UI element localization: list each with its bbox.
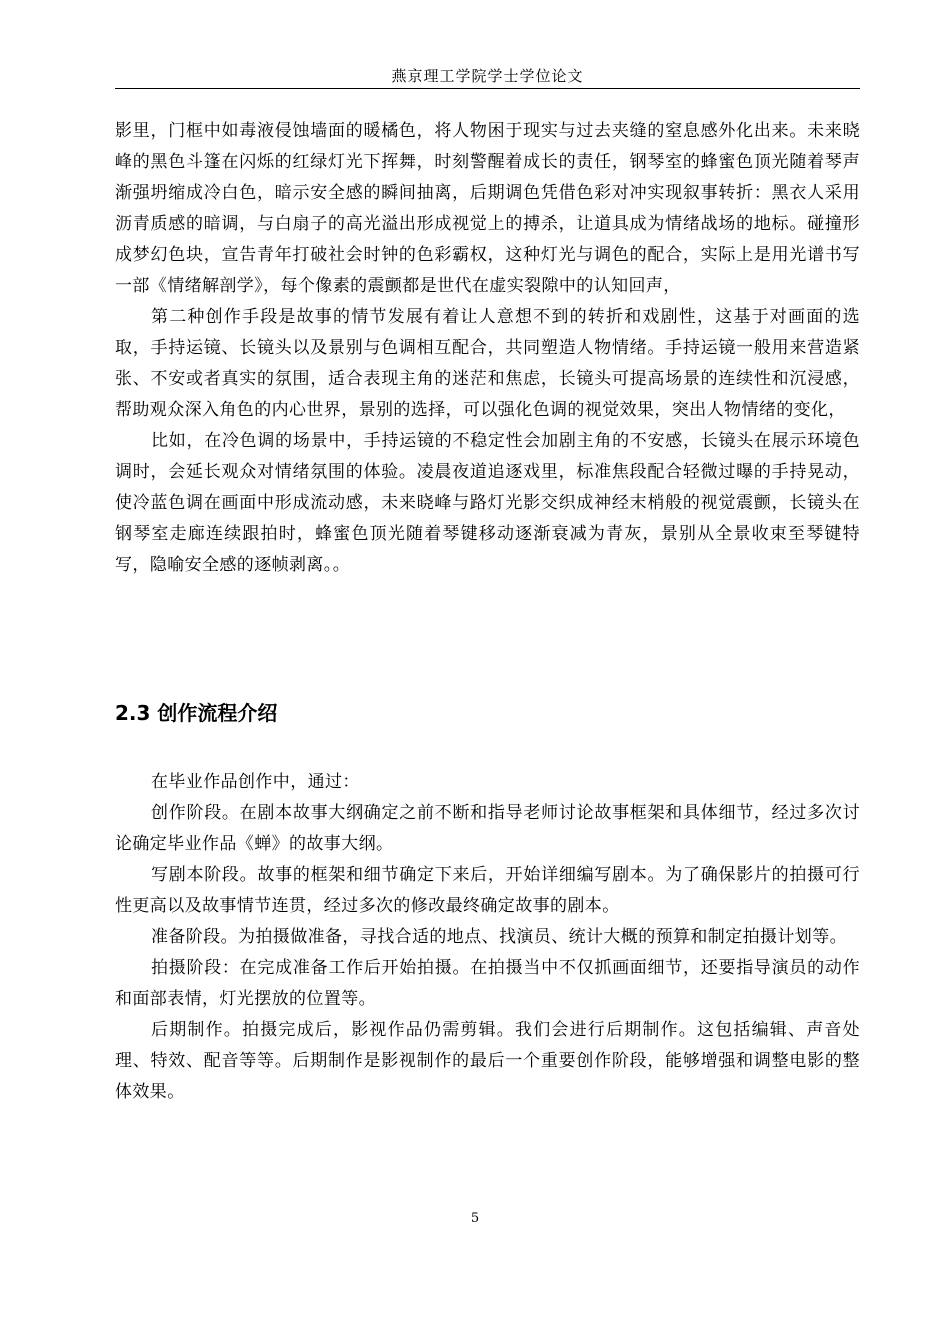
section-heading: 2.3 创作流程介绍 <box>115 701 278 725</box>
paragraph-preparation-stage: 准备阶段。为拍摄做准备，寻找合适的地点、找演员、统计大概的预算和制定拍摄计划等。 <box>151 927 847 947</box>
paragraph-second-technique: 第二种创作手段是故事的情节发展有着让人意想不到的转折和戏剧性，这基于对画面的选取，手持运镜、长镜头以及景别与色调相互配合，共同塑造人物情绪。手持运镜一般用来营造紧张、不安或者真实的氛围，适合表现主角的迷茫和焦虑，长镜头可提高场景的连续性和沉浸感，帮助观众深入角色的内心世界，景别的选择，可以强化色调的视觉效果，突出人物情绪的变化， <box>115 307 860 420</box>
paragraph-continued: 影里，门框中如毒液侵蚀墙面的暖橘色，将人物困于现实与过去夹缝的窒息感外化出来。未来晓峰的黑色斗篷在闪烁的红绿灯光下挥舞，时刻警醒着成长的责任，钢琴室的蜂蜜色顶光随着琴声渐强坍缩成冷白色，暗示安全感的瞬间抽离，后期调色凭借色彩对冲实现叙事转折：黑衣人采用沥青质感的暗调，与白扇子的高光溢出形成视觉上的搏杀，让道具成为情绪战场的地标。碰撞形成梦幻色块，宣告青年打破社会时钟的色彩霸权，这种灯光与调色的配合，实际上是用光谱书写一部《情绪解剖学》，每个像素的震颤都是世代在虚实裂隙中的认知回声， <box>115 121 860 296</box>
body-text-top <box>115 116 860 581</box>
running-header: 燕京理工学院学士学位论文 <box>391 67 584 85</box>
paragraph-post-production: 后期制作。拍摄完成后，影视作品仍需剪辑。我们会进行后期制作。这包括编辑、声音处理、特效、配音等等。后期制作是影视制作的最后一个重要创作阶段，能够增强和调整电影的整体效果。 <box>115 1020 860 1102</box>
paragraph-shooting-stage: 拍摄阶段：在完成准备工作后开始拍摄。在拍摄当中不仅抓画面细节，还要指导演员的动作和面部表情，灯光摆放的位置等。 <box>115 958 860 1009</box>
paragraph-creation-stage: 创作阶段。在剧本故事大纲确定之前不断和指导老师讨论故事框架和具体细节，经过多次讨论确定毕业作品《蝉》的故事大纲。 <box>115 803 860 854</box>
paragraph-example: 比如，在冷色调的场景中，手持运镜的不稳定性会加剧主角的不安感，长镜头在展示环境色调时，会延长观众对情绪氛围的体验。凌晨夜道追逐戏里，标准焦段配合轻微过曝的手持晃动，使冷蓝色调在画面中形成流动感，未来晓峰与路灯光影交织成神经末梢般的视觉震颤，长镜头在钢琴室走廊连续跟拍时，蜂蜜色顶光随着琴键移动逐渐衰减为青灰，景别从全景收束至琴键特写，隐喻安全感的逐帧剥离。。 <box>115 431 860 575</box>
body-text-bottom <box>115 767 860 1108</box>
header-rule <box>115 88 860 89</box>
paragraph-script-stage: 写剧本阶段。故事的框架和细节确定下来后，开始详细编写剧本。为了确保影片的拍摄可行性更高以及故事情节连贯，经过多次的修改最终确定故事的剧本。 <box>115 865 860 916</box>
page-number: 5 <box>470 1211 480 1226</box>
paragraph-intro: 在毕业作品创作中，通过： <box>151 772 360 792</box>
